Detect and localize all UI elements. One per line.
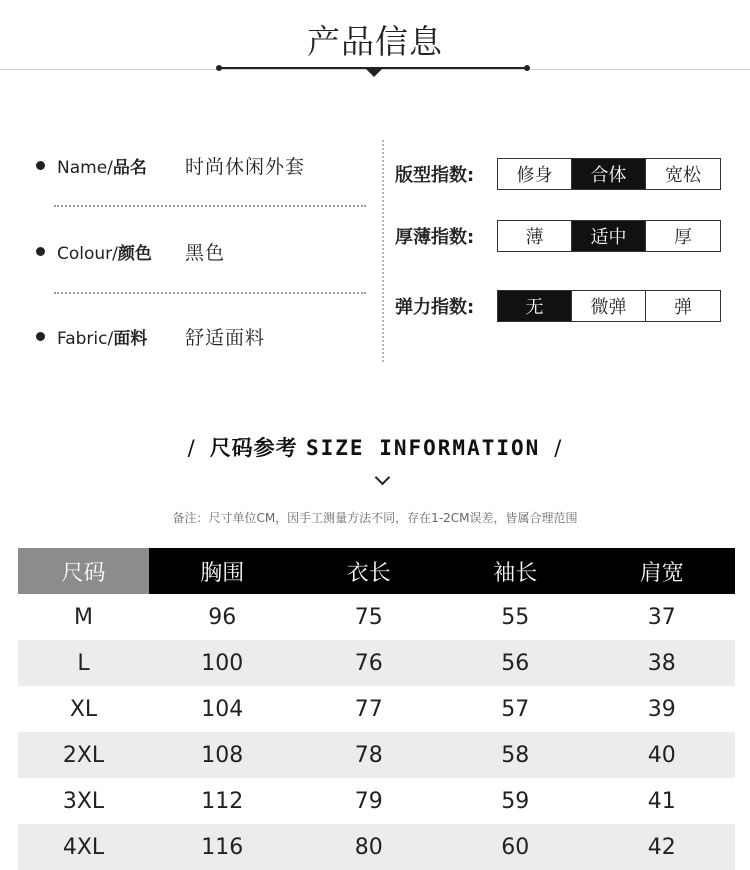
cell-length: 78 <box>296 732 443 778</box>
title-triangle-icon <box>366 69 382 77</box>
index-option-selected: 适中 <box>572 221 646 251</box>
cell-sleeve: 58 <box>442 732 589 778</box>
cell-sleeve: 56 <box>442 640 589 686</box>
info-label-cn: 颜色 <box>117 243 152 264</box>
cell-size: M <box>74 604 93 630</box>
table-row <box>18 686 735 732</box>
cell-sleeve: 57 <box>501 696 530 722</box>
header-sleeve: 袖长 <box>442 548 589 594</box>
cell-shoulder: 39 <box>647 696 676 722</box>
index-options <box>497 158 721 190</box>
index-option-selected: 无 <box>498 291 572 321</box>
index-option: 弹 <box>646 291 720 321</box>
cell-length: 80 <box>296 824 443 870</box>
header-chest: 胸围 <box>149 548 296 594</box>
cell-size: 2XL <box>18 732 149 778</box>
cell-sleeve: 60 <box>442 824 589 870</box>
index-option-selected: 合体 <box>572 159 646 189</box>
index-row-fit <box>395 158 721 190</box>
cell-length: 75 <box>354 604 383 630</box>
header-length: 衣长 <box>296 548 443 594</box>
cell-size: XL <box>69 696 98 722</box>
page-title: 产品信息 <box>307 22 443 61</box>
cell-length: 79 <box>354 788 383 814</box>
index-option: 修身 <box>498 159 572 189</box>
dotted-divider <box>54 292 366 294</box>
index-row-thickness <box>395 220 721 252</box>
index-options <box>497 290 721 322</box>
cell-shoulder: 37 <box>647 604 676 630</box>
info-label-cn: 品名 <box>112 157 147 178</box>
table-row <box>18 824 735 870</box>
title-dot-right <box>524 65 530 71</box>
info-value: 舒适面料 <box>185 326 266 349</box>
chevron-down-icon <box>375 470 391 486</box>
cell-shoulder: 41 <box>647 788 676 814</box>
info-row-colour <box>36 236 225 266</box>
cell-sleeve: 59 <box>501 788 530 814</box>
cell-size: L <box>18 640 149 686</box>
info-row-name <box>36 150 305 180</box>
cell-length: 77 <box>354 696 383 722</box>
cell-shoulder: 42 <box>589 824 736 870</box>
cell-sleeve: 55 <box>501 604 530 630</box>
cell-shoulder: 40 <box>589 732 736 778</box>
info-label <box>57 153 185 178</box>
cell-chest: 96 <box>208 604 237 630</box>
cell-shoulder: 38 <box>589 640 736 686</box>
info-label-en: Fabric/ <box>57 328 114 349</box>
size-title-en: SIZE INFORMATION <box>306 436 541 460</box>
info-label-en: Name/ <box>57 157 113 178</box>
cell-chest: 108 <box>149 732 296 778</box>
cell-chest: 104 <box>201 696 244 722</box>
cell-chest: 112 <box>201 788 244 814</box>
info-label-en: Colour/ <box>57 243 118 264</box>
table-row <box>18 594 735 640</box>
title-dot-left <box>216 65 222 71</box>
bullet-icon <box>36 247 45 256</box>
info-label <box>57 239 185 264</box>
bullet-icon <box>36 161 45 170</box>
info-value: 时尚休闲外套 <box>185 155 306 178</box>
heading-slash: / <box>554 436 563 460</box>
table-header-row <box>18 548 735 594</box>
heading-slash: / <box>187 436 196 460</box>
size-title-cn: 尺码参考 <box>209 436 298 460</box>
header-size: 尺码 <box>18 548 149 594</box>
info-label <box>57 324 185 349</box>
vertical-divider <box>382 140 384 362</box>
index-option: 微弹 <box>572 291 646 321</box>
info-label-cn: 面料 <box>113 328 148 349</box>
index-label: 版型指数: <box>395 165 475 186</box>
table-row <box>18 778 735 824</box>
info-row-fabric <box>36 321 265 351</box>
size-heading <box>0 432 750 462</box>
index-option: 厚 <box>646 221 720 251</box>
dotted-divider <box>54 205 366 207</box>
index-row-elasticity <box>395 290 721 322</box>
index-option: 薄 <box>498 221 572 251</box>
size-note: 备注：尺寸单位CM，因手工测量方法不同，存在1-2CM误差，皆属合理范围 <box>172 511 578 525</box>
table-row <box>18 732 735 778</box>
cell-size: 4XL <box>18 824 149 870</box>
index-option: 宽松 <box>646 159 720 189</box>
size-table <box>18 548 735 870</box>
cell-chest: 116 <box>149 824 296 870</box>
cell-chest: 100 <box>149 640 296 686</box>
info-value: 黑色 <box>185 241 226 264</box>
cell-size: 3XL <box>62 788 105 814</box>
bullet-icon <box>36 332 45 341</box>
header-shoulder: 肩宽 <box>589 548 736 594</box>
cell-length: 76 <box>296 640 443 686</box>
index-label: 弹力指数: <box>395 297 475 318</box>
index-options <box>497 220 721 252</box>
index-label: 厚薄指数: <box>395 227 475 248</box>
table-row <box>18 640 735 686</box>
